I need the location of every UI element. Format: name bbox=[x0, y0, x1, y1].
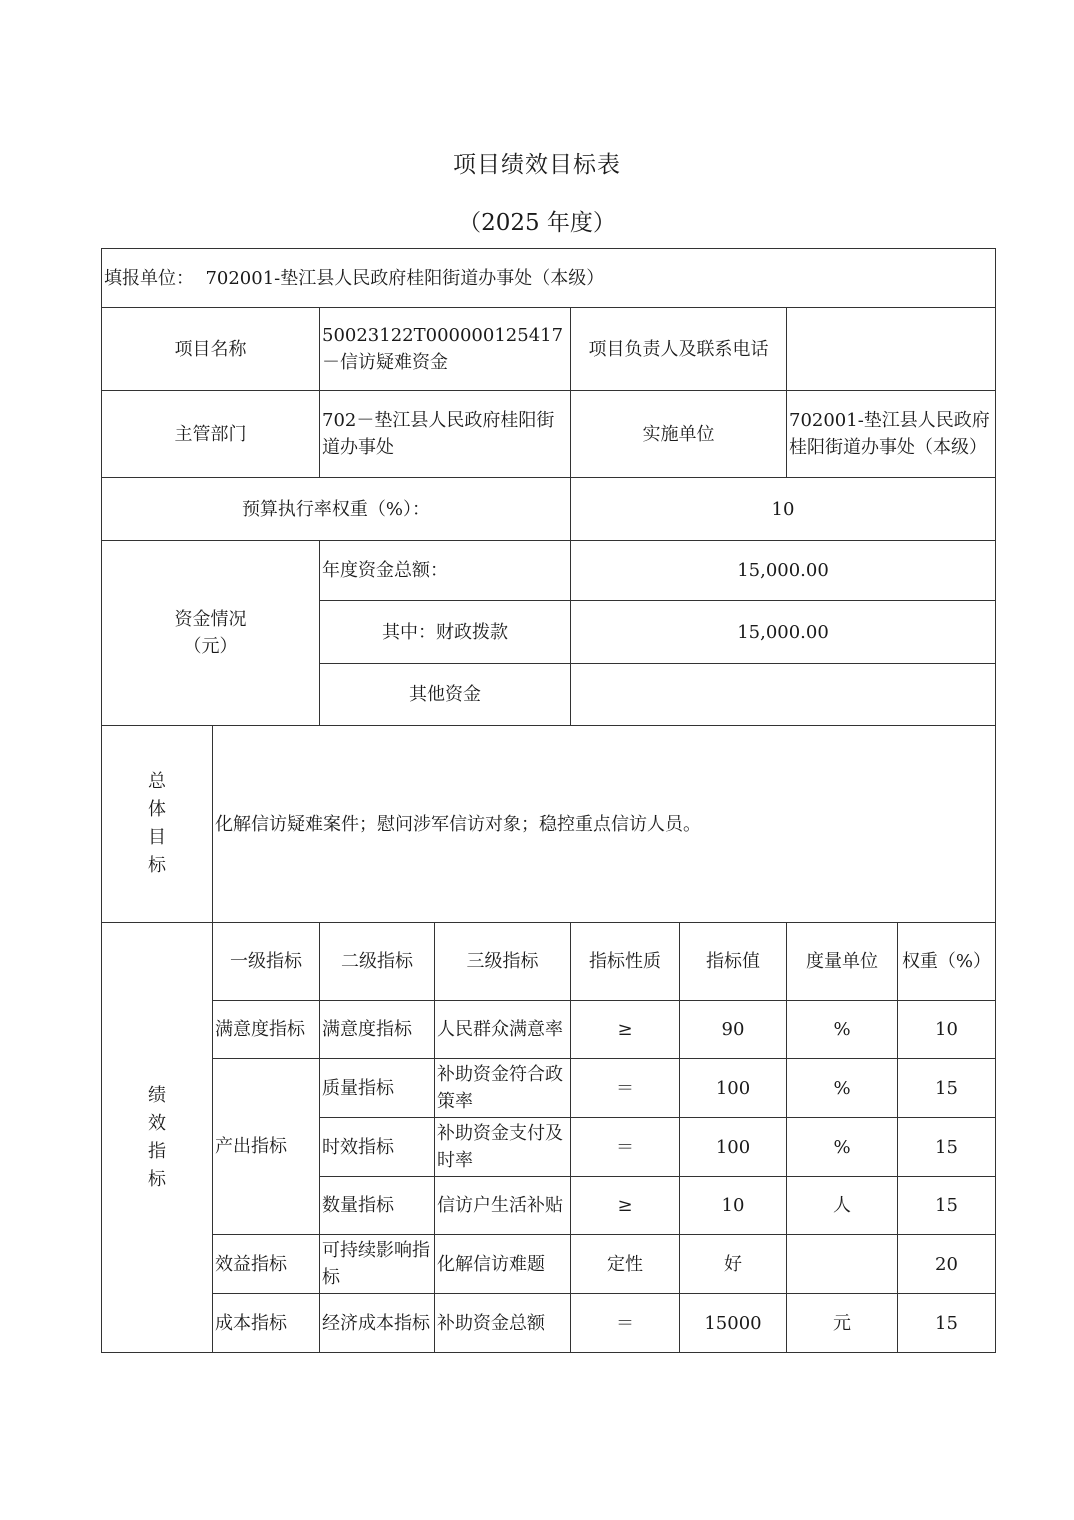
weight-cell: 15 bbox=[898, 1059, 996, 1118]
funds-other-label: 其他资金 bbox=[320, 664, 571, 726]
value-cell: 15000 bbox=[680, 1294, 787, 1353]
weight-cell: 15 bbox=[898, 1177, 996, 1235]
nature-cell: ＝ bbox=[571, 1118, 680, 1177]
budget-weight-row bbox=[102, 478, 996, 541]
level1-satisfaction: 满意度指标 bbox=[213, 1001, 320, 1059]
overall-goal-label bbox=[102, 726, 213, 923]
unit-cell: % bbox=[787, 1059, 898, 1118]
budget-weight-label: 预算执行率权重（%）： bbox=[102, 478, 571, 541]
level3-cell: 化解信访难题 bbox=[435, 1235, 571, 1294]
unit-label: 填报单位： bbox=[104, 267, 194, 289]
nature-cell: ＝ bbox=[571, 1294, 680, 1353]
project-name-value: 50023122T000000125417－信访疑难资金 bbox=[320, 308, 571, 391]
indicators-label-char: 指 bbox=[148, 1140, 166, 1162]
level2-cell: 可持续影响指标 bbox=[320, 1235, 435, 1294]
overall-goal-text: 化解信访疑难案件；慰问涉军信访对象；稳控重点信访人员。 bbox=[213, 726, 996, 923]
level3-cell: 补助资金符合政策率 bbox=[435, 1059, 571, 1118]
level1-benefit: 效益指标 bbox=[213, 1235, 320, 1294]
goal-label-char: 体 bbox=[148, 799, 166, 820]
weight-cell: 15 bbox=[898, 1294, 996, 1353]
level3-cell: 人民群众满意率 bbox=[435, 1001, 571, 1059]
nature-cell: ≥ bbox=[571, 1177, 680, 1235]
header-level1: 一级指标 bbox=[213, 923, 320, 1001]
level2-cell: 满意度指标 bbox=[320, 1001, 435, 1059]
project-owner-value bbox=[787, 308, 996, 391]
implementing-unit-value: 702001-垫江县人民政府桂阳街道办事处（本级） bbox=[787, 391, 996, 478]
table-row bbox=[102, 1001, 996, 1059]
header-weight: 权重（%） bbox=[898, 923, 996, 1001]
unit-cell bbox=[787, 1235, 898, 1294]
header-level3: 三级指标 bbox=[435, 923, 571, 1001]
performance-target-table bbox=[101, 248, 996, 1353]
table-row bbox=[102, 1235, 996, 1294]
nature-cell: 定性 bbox=[571, 1235, 680, 1294]
level2-cell: 数量指标 bbox=[320, 1177, 435, 1235]
funds-label bbox=[102, 541, 320, 726]
funds-total-row bbox=[102, 541, 996, 601]
header-nature: 指标性质 bbox=[571, 923, 680, 1001]
funds-total-label: 年度资金总额： bbox=[320, 541, 571, 601]
indicators-label-char: 标 bbox=[148, 1168, 166, 1190]
goal-label-char: 目 bbox=[148, 827, 166, 848]
funds-fiscal-label: 其中：财政拨款 bbox=[320, 601, 571, 664]
unit-cell: % bbox=[787, 1118, 898, 1177]
weight-cell: 10 bbox=[898, 1001, 996, 1059]
project-name-row bbox=[102, 308, 996, 391]
table-row bbox=[102, 1294, 996, 1353]
indicator-header-row bbox=[102, 923, 996, 1001]
level1-cost: 成本指标 bbox=[213, 1294, 320, 1353]
overall-goal-row bbox=[102, 726, 996, 923]
department-row bbox=[102, 391, 996, 478]
department-value: 702－垫江县人民政府桂阳街道办事处 bbox=[320, 391, 571, 478]
funds-label-text: 资金情况 bbox=[174, 609, 247, 630]
department-label: 主管部门 bbox=[102, 391, 320, 478]
header-unit: 度量单位 bbox=[787, 923, 898, 1001]
weight-cell: 15 bbox=[898, 1118, 996, 1177]
page-title: 项目绩效目标表 bbox=[453, 152, 621, 178]
level1-output: 产出指标 bbox=[213, 1059, 320, 1235]
value-cell: 10 bbox=[680, 1177, 787, 1235]
header-level2: 二级指标 bbox=[320, 923, 435, 1001]
level2-cell: 时效指标 bbox=[320, 1118, 435, 1177]
funds-total-value: 15,000.00 bbox=[571, 541, 996, 601]
table-row bbox=[102, 1059, 996, 1118]
level3-cell: 补助资金总额 bbox=[435, 1294, 571, 1353]
project-owner-label: 项目负责人及联系电话 bbox=[571, 308, 787, 391]
funds-unit: （元） bbox=[183, 636, 238, 657]
unit-cell: 元 bbox=[787, 1294, 898, 1353]
indicators-label-char: 效 bbox=[148, 1112, 166, 1134]
implementing-unit-label: 实施单位 bbox=[571, 391, 787, 478]
goal-label-char: 总 bbox=[148, 771, 166, 792]
unit-cell: % bbox=[787, 1001, 898, 1059]
funds-other-value bbox=[571, 664, 996, 726]
header-value: 指标值 bbox=[680, 923, 787, 1001]
nature-cell: ≥ bbox=[571, 1001, 680, 1059]
indicators-label bbox=[102, 923, 213, 1353]
unit-value: 702001-垫江县人民政府桂阳街道办事处（本级） bbox=[205, 267, 605, 289]
level3-cell: 补助资金支付及时率 bbox=[435, 1118, 571, 1177]
unit-row bbox=[102, 249, 996, 308]
value-cell: 100 bbox=[680, 1118, 787, 1177]
level2-cell: 质量指标 bbox=[320, 1059, 435, 1118]
project-name-label: 项目名称 bbox=[102, 308, 320, 391]
goal-label-char: 标 bbox=[148, 855, 166, 876]
unit-cell: 人 bbox=[787, 1177, 898, 1235]
value-cell: 90 bbox=[680, 1001, 787, 1059]
indicators-label-char: 绩 bbox=[148, 1084, 166, 1106]
page-subtitle-year: （2025 年度） bbox=[458, 210, 616, 236]
level3-cell: 信访户生活补贴 bbox=[435, 1177, 571, 1235]
funds-fiscal-value: 15,000.00 bbox=[571, 601, 996, 664]
value-cell: 100 bbox=[680, 1059, 787, 1118]
value-cell: 好 bbox=[680, 1235, 787, 1294]
budget-weight-value: 10 bbox=[571, 478, 996, 541]
nature-cell: ＝ bbox=[571, 1059, 680, 1118]
weight-cell: 20 bbox=[898, 1235, 996, 1294]
unit-cell bbox=[102, 249, 996, 308]
level2-cell: 经济成本指标 bbox=[320, 1294, 435, 1353]
